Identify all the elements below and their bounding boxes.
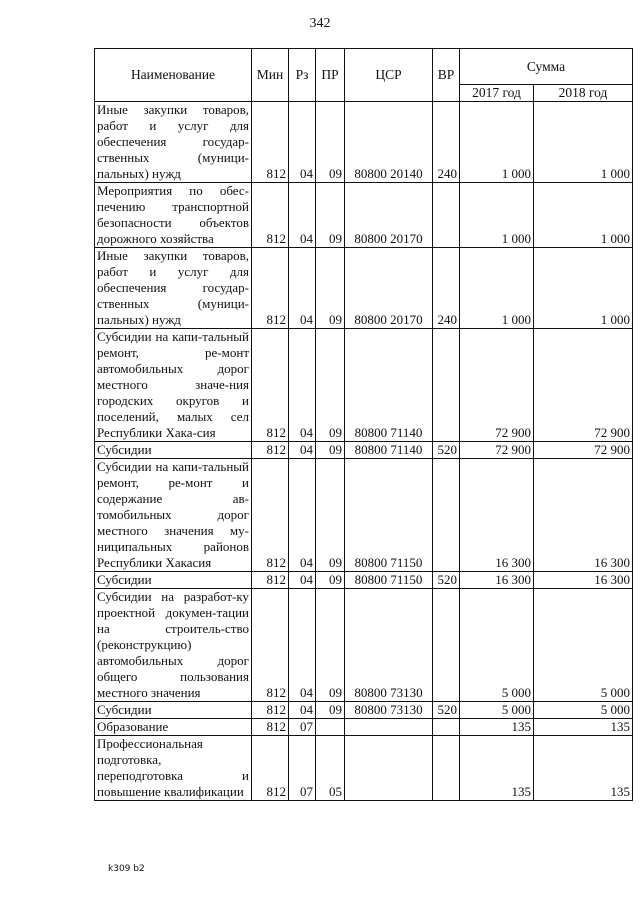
row-vr — [433, 719, 460, 736]
row-rz: 07 — [289, 719, 316, 736]
row-pr: 09 — [316, 589, 345, 702]
header-csr: ЦСР — [345, 49, 433, 102]
budget-table — [94, 48, 633, 801]
row-rz: 04 — [289, 102, 316, 183]
row-2017: 16 300 — [460, 459, 534, 572]
table-row — [95, 589, 633, 702]
row-pr: 09 — [316, 183, 345, 248]
row-pr — [316, 719, 345, 736]
row-min: 812 — [252, 248, 289, 329]
footer-code: k309 b2 — [108, 864, 145, 874]
row-name: Субсидии — [95, 442, 252, 459]
row-vr — [433, 589, 460, 702]
row-2017: 1 000 — [460, 102, 534, 183]
row-2018: 5 000 — [534, 702, 633, 719]
row-2018: 16 300 — [534, 459, 633, 572]
row-csr — [345, 736, 433, 801]
row-2018: 1 000 — [534, 102, 633, 183]
table-row — [95, 459, 633, 572]
row-2017: 135 — [460, 719, 534, 736]
row-rz: 04 — [289, 702, 316, 719]
row-2017: 135 — [460, 736, 534, 801]
row-vr — [433, 183, 460, 248]
row-2018: 16 300 — [534, 572, 633, 589]
row-name: Образование — [95, 719, 252, 736]
row-name: Субсидии — [95, 702, 252, 719]
row-min: 812 — [252, 442, 289, 459]
table-row — [95, 572, 633, 589]
row-2018: 1 000 — [534, 183, 633, 248]
header-vr: ВР — [433, 49, 460, 102]
row-csr: 80800 71140 — [345, 442, 433, 459]
row-pr: 09 — [316, 102, 345, 183]
row-pr: 09 — [316, 248, 345, 329]
row-csr: 80800 20170 — [345, 248, 433, 329]
row-csr: 80800 71150 — [345, 459, 433, 572]
row-csr: 80800 20140 — [345, 102, 433, 183]
row-csr: 80800 71140 — [345, 329, 433, 442]
row-name: Профессиональная подготовка, переподготовка и повышение квалификации — [95, 736, 252, 801]
row-name: Субсидии на капи-тальный ремонт, ре-монт и содержание ав-томобильных дорог местного значения му-ниципальных районов Республики Хакасия — [95, 459, 252, 572]
row-vr: 520 — [433, 702, 460, 719]
header-sum: Сумма — [460, 49, 633, 85]
row-vr — [433, 459, 460, 572]
header-min: Мин — [252, 49, 289, 102]
page-number: 342 — [309, 16, 331, 31]
row-rz: 04 — [289, 572, 316, 589]
row-name: Мероприятия по обес-печению транспортной безопасности объектов дорожного хозяйства — [95, 183, 252, 248]
row-2017: 5 000 — [460, 589, 534, 702]
row-rz: 04 — [289, 329, 316, 442]
table-row — [95, 248, 633, 329]
row-vr: 240 — [433, 102, 460, 183]
row-csr: 80800 73130 — [345, 702, 433, 719]
row-name: Субсидии на разработ-ку проектной докумен-тации на строитель-ство (реконструкцию) автомобильных дорог общего пользования местного значения — [95, 589, 252, 702]
row-min: 812 — [252, 719, 289, 736]
row-min: 812 — [252, 736, 289, 801]
row-pr: 09 — [316, 459, 345, 572]
row-min: 812 — [252, 183, 289, 248]
row-rz: 04 — [289, 459, 316, 572]
row-min: 812 — [252, 459, 289, 572]
row-vr: 240 — [433, 248, 460, 329]
table-row — [95, 329, 633, 442]
row-pr: 09 — [316, 572, 345, 589]
row-name: Иные закупки товаров, работ и услуг для обеспечения государ-ственных (муници-пальных) нужд — [95, 102, 252, 183]
row-rz: 04 — [289, 183, 316, 248]
row-rz: 04 — [289, 442, 316, 459]
row-csr: 80800 71150 — [345, 572, 433, 589]
row-2018: 1 000 — [534, 248, 633, 329]
table-row — [95, 736, 633, 801]
row-2017: 1 000 — [460, 248, 534, 329]
row-rz: 04 — [289, 589, 316, 702]
row-csr: 80800 73130 — [345, 589, 433, 702]
row-pr: 05 — [316, 736, 345, 801]
row-min: 812 — [252, 102, 289, 183]
row-csr: 80800 20170 — [345, 183, 433, 248]
header-name: Наименование — [95, 49, 252, 102]
header-rz: Рз — [289, 49, 316, 102]
row-min: 812 — [252, 572, 289, 589]
row-min: 812 — [252, 329, 289, 442]
row-name: Субсидии на капи-тальный ремонт, ре-монт автомобильных дорог местного значе-ния городских округов и поселений, малых сел Республики Хака-сия — [95, 329, 252, 442]
row-2018: 5 000 — [534, 589, 633, 702]
row-vr: 520 — [433, 442, 460, 459]
row-pr: 09 — [316, 442, 345, 459]
row-min: 812 — [252, 702, 289, 719]
table-body — [95, 102, 633, 801]
row-pr: 09 — [316, 702, 345, 719]
row-2017: 16 300 — [460, 572, 534, 589]
table-row — [95, 442, 633, 459]
row-vr — [433, 736, 460, 801]
row-pr: 09 — [316, 329, 345, 442]
row-2017: 1 000 — [460, 183, 534, 248]
table-row — [95, 102, 633, 183]
row-csr — [345, 719, 433, 736]
row-2017: 5 000 — [460, 702, 534, 719]
row-2018: 135 — [534, 719, 633, 736]
row-vr: 520 — [433, 572, 460, 589]
table-row — [95, 719, 633, 736]
row-2017: 72 900 — [460, 329, 534, 442]
row-min: 812 — [252, 589, 289, 702]
table-row — [95, 183, 633, 248]
row-vr — [433, 329, 460, 442]
row-2018: 135 — [534, 736, 633, 801]
row-name: Субсидии — [95, 572, 252, 589]
row-rz: 04 — [289, 248, 316, 329]
row-name: Иные закупки товаров, работ и услуг для обеспечения государ-ственных (муници-пальных) нужд — [95, 248, 252, 329]
header-2018: 2018 год — [534, 85, 633, 102]
row-2017: 72 900 — [460, 442, 534, 459]
header-2017: 2017 год — [460, 85, 534, 102]
row-rz: 07 — [289, 736, 316, 801]
row-2018: 72 900 — [534, 442, 633, 459]
row-2018: 72 900 — [534, 329, 633, 442]
table-row — [95, 702, 633, 719]
header-pr: ПР — [316, 49, 345, 102]
